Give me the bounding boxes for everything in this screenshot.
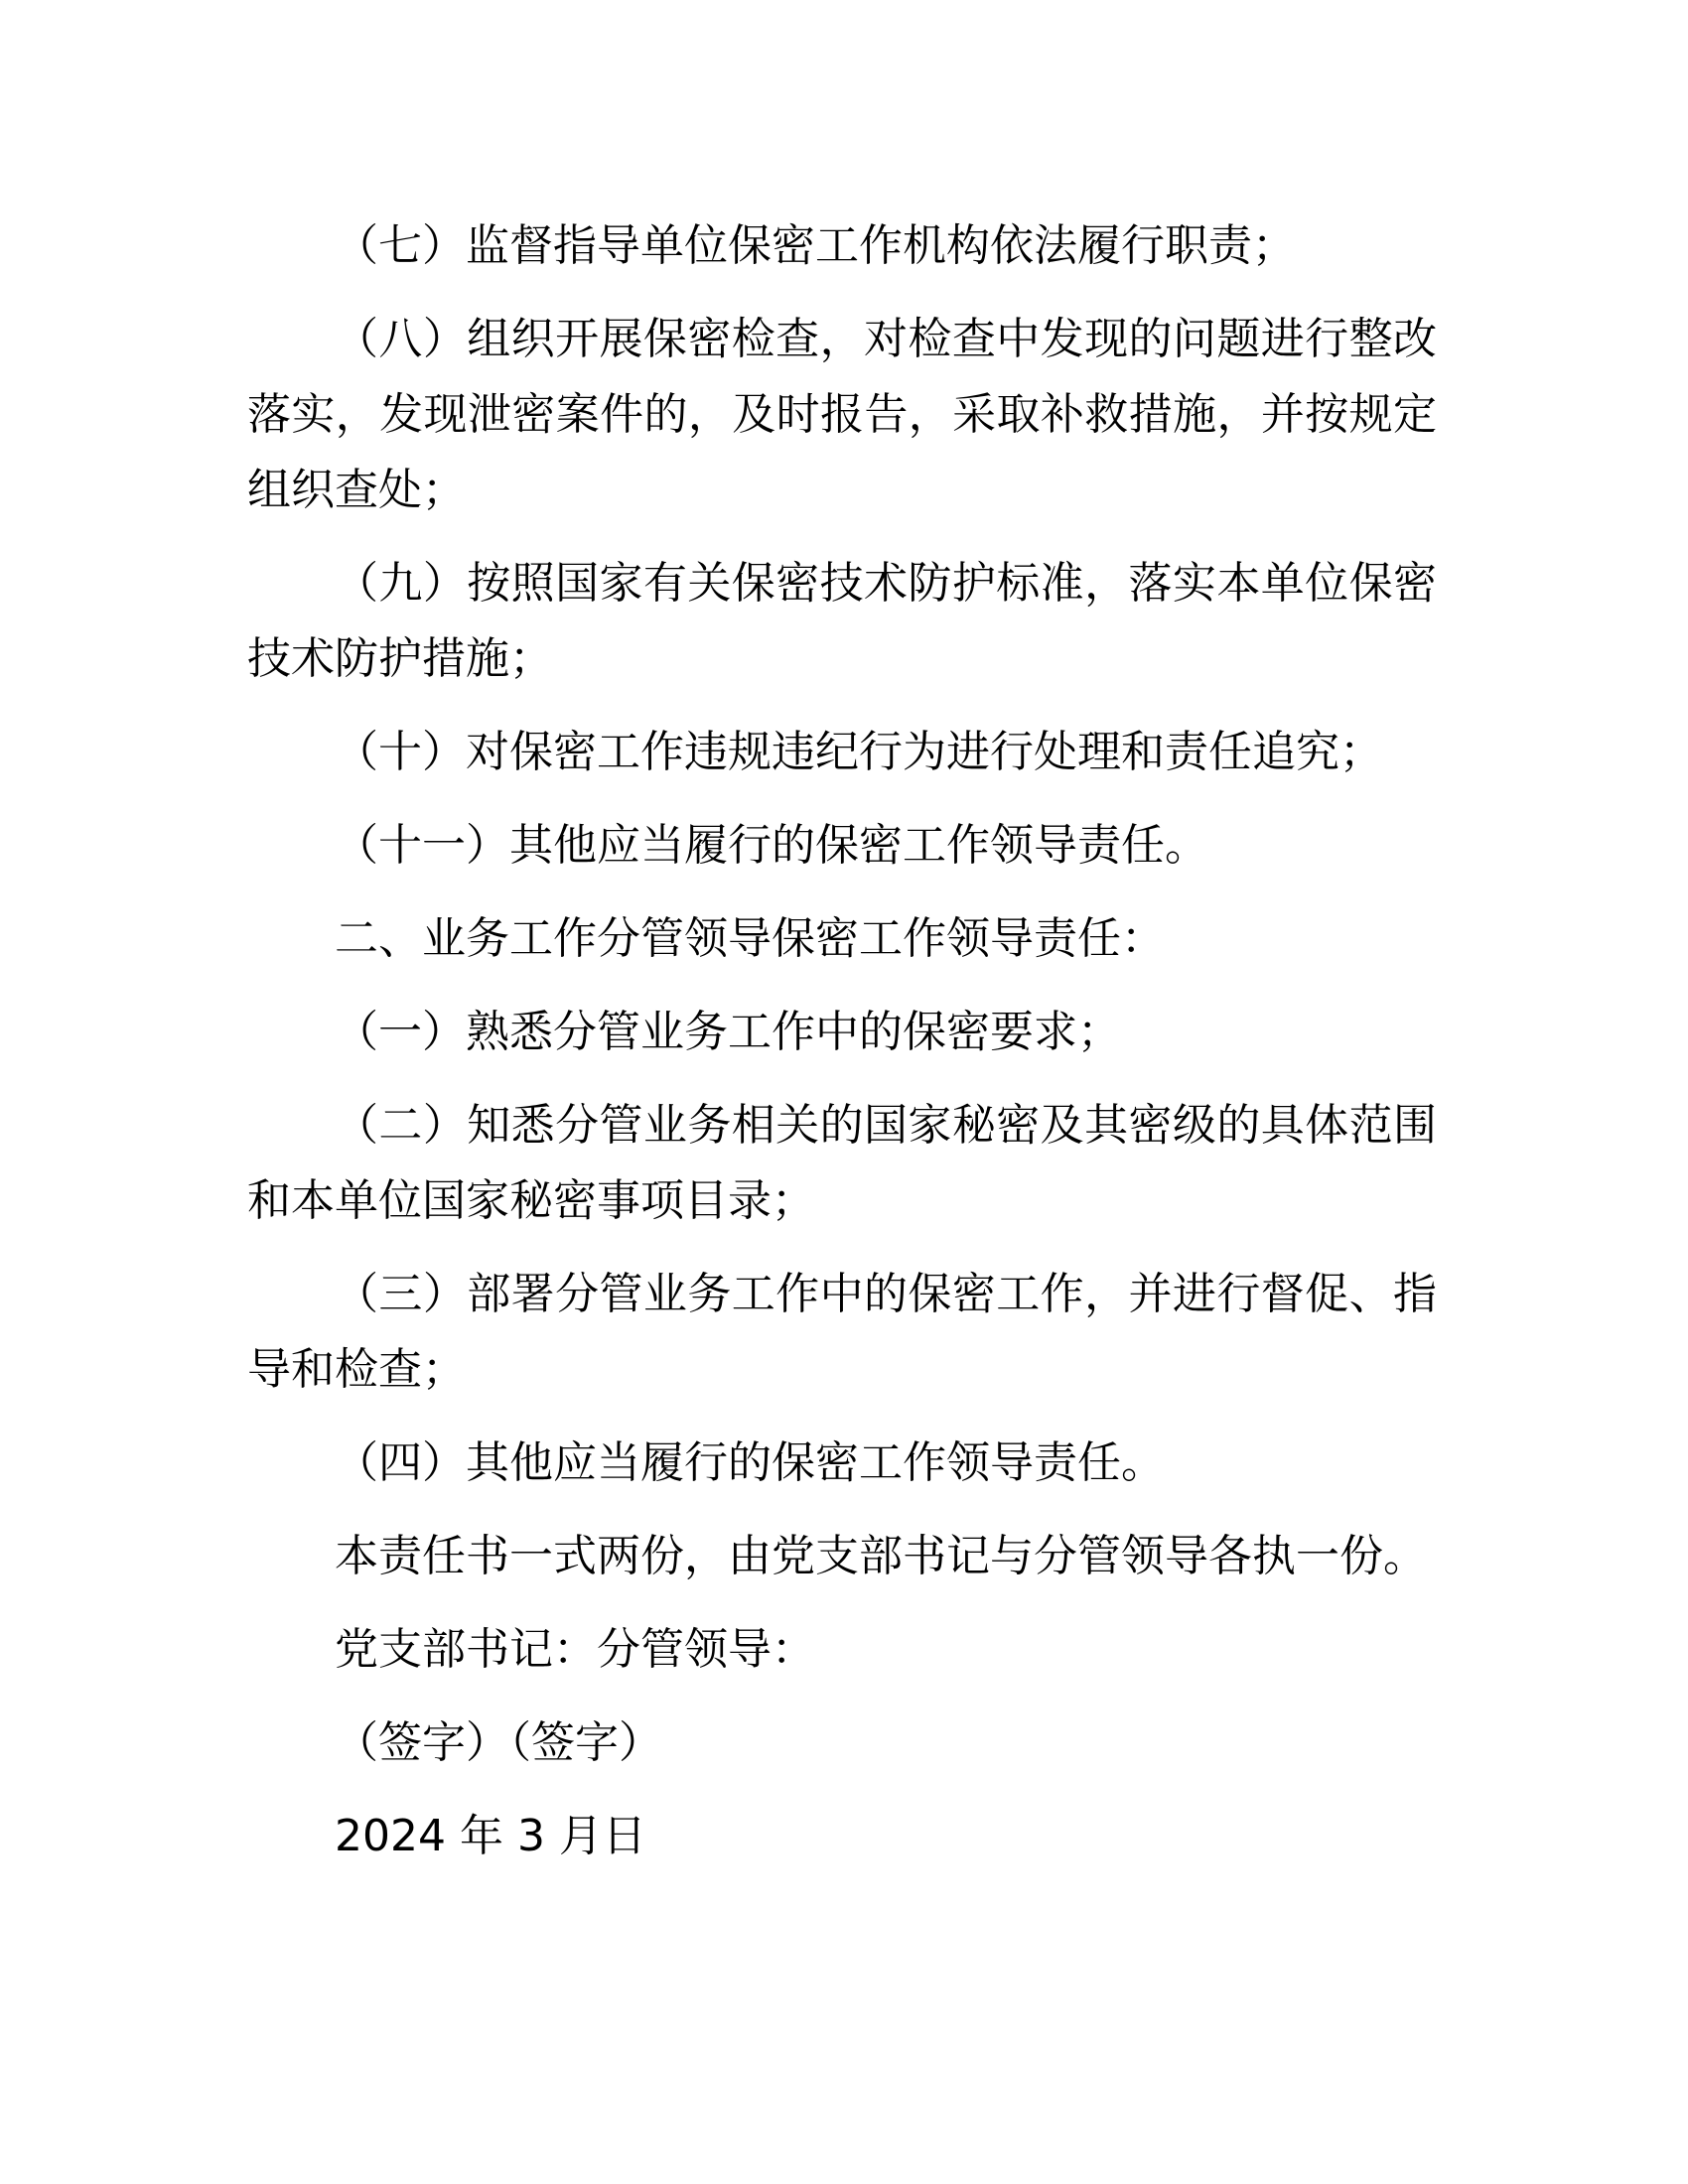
document-date: 2024 年 3 月日: [335, 1811, 646, 1861]
signature-placeholders: （签字）（签字）: [335, 1717, 662, 1768]
sub-clause-1: （一）熟悉分管业务工作中的保密要求；: [335, 1007, 1121, 1057]
clause-11: （十一）其他应当履行的保密工作领导责任。: [335, 820, 1208, 871]
signatory-labels: 党支部书记：分管领导：: [335, 1624, 815, 1675]
document-body: [247, 208, 1437, 1892]
sub-clause-4: （四）其他应当履行的保密工作领导责任。: [335, 1437, 1165, 1488]
clause-10: （十）对保密工作违规违纪行为进行处理和责任追究；: [335, 727, 1383, 777]
sub-clause-2: （二）知悉分管业务相关的国家秘密及其密级的具体范围和本单位国家秘密事项目录；: [247, 1100, 1437, 1226]
section-heading-2: 二、业务工作分管领导保密工作领导责任：: [335, 913, 1165, 964]
clause-8: （八）组织开展保密检查，对检查中发现的问题进行整改落实，发现泄密案件的，及时报告，采取补救措施，并按规定组织查处；: [247, 314, 1437, 515]
copies-note: 本责任书一式两份，由党支部书记与分管领导各执一份。: [335, 1531, 1427, 1581]
clause-7: （七）监督指导单位保密工作机构依法履行职责；: [335, 220, 1296, 271]
clause-9: （九）按照国家有关保密技术防护标准，落实本单位保密技术防护措施；: [247, 558, 1437, 684]
sub-clause-3: （三）部署分管业务工作中的保密工作，并进行督促、指导和检查；: [247, 1269, 1437, 1395]
